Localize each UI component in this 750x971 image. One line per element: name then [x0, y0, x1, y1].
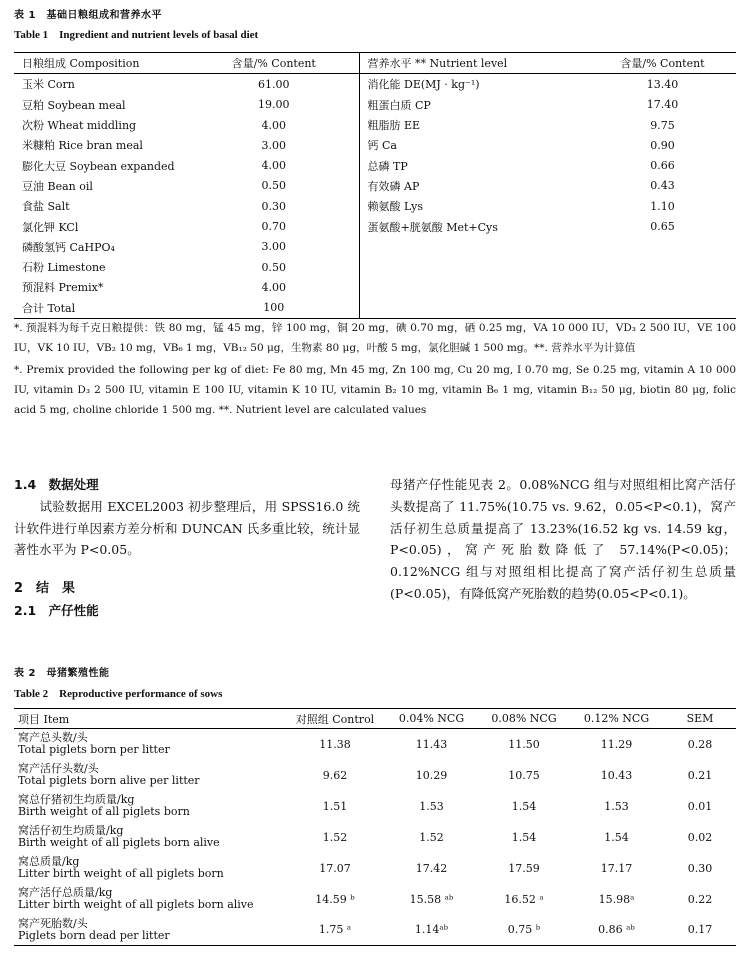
table1-row [14, 155, 736, 175]
table2-cell-sem: 0.02 [687, 830, 713, 844]
table2-caption-en: Table 2 Reproductive performance of sows [14, 688, 223, 700]
table2-header-sem: SEM [664, 709, 736, 729]
table2-cell-item [14, 791, 286, 822]
table2-cell-ncg-004: 17.42 [415, 861, 448, 875]
table2-item-cn: 窝产死胎数/头 [18, 916, 88, 930]
table2-item-cn: 窝总仔猪初生均质量/kg [18, 793, 135, 806]
table1-header-content-2: 含量/% Content [589, 53, 736, 74]
table2-cell-control: 9.62 [322, 768, 348, 782]
table2-header-ncg-004: 0.04% NCG [384, 709, 479, 729]
table1-cell-composition: 玉米 Corn [22, 78, 75, 92]
table1-cell-nutrient-content: 13.40 [646, 77, 679, 91]
table1-cell-nutrient: 赖氨酸 Lys [359, 196, 589, 216]
section-2-1-heading: 2.1 产仔性能 [14, 602, 99, 618]
table2-row [14, 791, 736, 822]
table2-cell-ncg-008: 0.75 ᵇ [479, 915, 569, 946]
table1-cell-composition: 预混料 Premix* [22, 281, 104, 295]
table2-cell-ncg-004: 10.29 [415, 768, 448, 782]
table2-cell-item [14, 822, 286, 853]
table1-cell-nutrient: 总磷 TP [359, 155, 589, 175]
table2-item-cn: 窝产总头数/头 [18, 731, 88, 745]
table2-cell-ncg-008: 16.52 ᵃ [504, 892, 544, 906]
left-column [14, 474, 360, 622]
table1-cell-nutrient-content: 0.90 [650, 138, 675, 152]
table1-cell-nutrient: 有效磷 AP [359, 176, 589, 196]
table2-cell-ncg-004: 11.43 [415, 737, 448, 751]
table2-cell-ncg-012: 1.54 [604, 830, 629, 844]
table1 [14, 52, 736, 319]
table1-cell-nutrient [359, 277, 589, 297]
table1-cell-composition: 石粉 Limestone [22, 261, 106, 275]
table1-header-composition: 日粮组成 Composition [14, 53, 189, 74]
table1-header-row [14, 53, 736, 74]
table1-row [14, 277, 736, 297]
table2-item-cn: 窝活仔初生均质量/kg [18, 824, 124, 837]
table2-cell-sem: 0.28 [687, 737, 713, 751]
table2-row [14, 729, 736, 760]
table2-item-en: Litter birth weight of all piglets born alive [18, 898, 254, 911]
table2-cell-control: 17.07 [319, 861, 351, 875]
table1-cell-content: 0.50 [261, 260, 286, 274]
table1-cell-content: 0.70 [261, 220, 286, 234]
table2-cell-sem: 0.22 [687, 892, 713, 906]
table2-cell-ncg-008: 11.50 [508, 737, 540, 751]
table2-item-cn: 窝产活仔总质量/kg [18, 886, 113, 899]
table2-item-en: Birth weight of all piglets born alive [18, 836, 220, 849]
table1-row [14, 135, 736, 155]
table2-cell-item [14, 729, 286, 760]
table2-item-en: Litter birth weight of all piglets born [18, 867, 224, 880]
table2-cell-ncg-012: 15.98ᵃ [598, 892, 635, 906]
table2-caption-cn: 表 2 母猪繁殖性能 [14, 668, 110, 679]
table1-cell-nutrient: 粗蛋白质 CP [359, 95, 589, 115]
section-2-heading: 2 结 果 [14, 581, 76, 597]
table1-cell-composition: 米糠粕 Rice bran meal [22, 139, 143, 153]
table1-row [14, 257, 736, 277]
table2-item-en: Birth weight of all piglets born [18, 805, 190, 818]
table2-grid [14, 708, 736, 946]
table1-cell-composition: 氯化钾 KCl [22, 220, 79, 234]
table2-cell-ncg-004: 15.58 ᵃᵇ [409, 892, 454, 906]
table2-cell-ncg-004: 1.52 [419, 830, 444, 844]
table1-row [14, 298, 736, 319]
table1-cell-composition: 食盐 Salt [22, 200, 70, 214]
table1-cell-composition: 豆粕 Soybean meal [22, 98, 126, 112]
table2-cell-ncg-012: 0.86 ᵃᵇ [569, 915, 664, 946]
table1-cell-nutrient: 钙 Ca [359, 135, 589, 155]
table1-cell-content: 100 [189, 298, 359, 319]
table1-cell-content: 4.00 [261, 280, 286, 294]
table2-header-ncg-008: 0.08% NCG [479, 709, 569, 729]
table2-cell-ncg-004: 1.14ᵃᵇ [384, 915, 479, 946]
table1-cell-nutrient-content: 0.66 [650, 159, 675, 173]
table1-cell-content: 3.00 [261, 240, 286, 254]
table2-item-en: Total piglets born per litter [18, 743, 170, 757]
table1-cell-nutrient [359, 257, 589, 277]
table2-cell-sem: 0.01 [687, 799, 713, 813]
table2-row [14, 822, 736, 853]
table1-cell-nutrient-content: 0.65 [650, 220, 675, 234]
table1-cell-nutrient [359, 237, 589, 257]
table2-item-cn: 窝产活仔头数/头 [18, 762, 99, 775]
table1-cell-nutrient [359, 298, 589, 319]
table1-cell-composition: 次粉 Wheat middling [22, 119, 137, 133]
table2-item-en: Total piglets born alive per litter [18, 774, 200, 787]
table2-cell-ncg-008: 1.54 [511, 830, 537, 844]
table2-cell-item [14, 760, 286, 791]
table2-item-en: Piglets born dead per litter [18, 928, 170, 942]
table2-cell-sem: 0.17 [664, 915, 736, 946]
table1-caption [14, 6, 736, 42]
table2-item-cn: 窝总质量/kg [18, 855, 80, 868]
table1-cell-content: 0.30 [261, 199, 286, 213]
table1-footnote [14, 318, 736, 420]
table2-row [14, 915, 736, 946]
table1-cell-content: 0.50 [261, 179, 286, 193]
table1-cell-nutrient-content [589, 257, 736, 277]
table1-header-content: 含量/% Content [189, 53, 359, 74]
table1-cell-nutrient-content [589, 298, 736, 319]
table1-cell-content: 19.00 [258, 98, 290, 112]
table2-cell-item [14, 853, 286, 884]
table1-cell-nutrient: 蛋氨酸+胱氨酸 Met+Cys [359, 216, 589, 236]
table2-cell-ncg-012: 11.29 [600, 737, 633, 751]
table1-cell-composition: 磷酸氢钙 CaHPO₄ [22, 240, 115, 254]
table1-row [14, 176, 736, 196]
table1-row [14, 196, 736, 216]
table1-cell-nutrient: 消化能 DE(MJ · kg⁻¹) [359, 74, 589, 95]
section-1-4-heading: 1.4 数据处理 [14, 477, 99, 492]
table1-cell-nutrient: 粗脂肪 EE [359, 115, 589, 135]
table1-row [14, 95, 736, 115]
table1-cell-nutrient-content [589, 237, 736, 257]
table1-row [14, 216, 736, 236]
table2-cell-sem: 0.21 [687, 768, 713, 782]
table2-header-row [14, 709, 736, 729]
table1-cell-content: 4.00 [261, 159, 286, 173]
table1-header-nutrient: 营养水平 ** Nutrient level [359, 53, 589, 74]
table1-footnote-cn: *. 预混料为每千克日粮提供：铁 80 mg，锰 45 mg，锌 100 mg，铜 20 mg，碘 0.70 mg，硒 0.25 mg，VA 10 000 IU，VD₃ 2 500 IU，VE 100 IU，VK 10 IU，VB₂ 10 mg，VB₆ 1 mg，VB₁₂ 50 μg，生物素 80 μg，叶酸 5 mg，氯化胆碱 1 500 mg。**. 营养水平为计算值 [14, 322, 736, 354]
table2-header-item: 项目 Item [14, 709, 286, 729]
table2-cell-control: 14.59 ᵇ [315, 892, 355, 906]
table1-footnote-en: *. Premix provided the following per kg of diet: Fe 80 mg, Mn 45 mg, Zn 100 mg, Cu 20 mg, I 0.70 mg, Se 0.25 mg, vitamin A 10 000 IU, vitamin D₃ 2 500 IU, vitamin E 100 IU, vitamin K 10 IU, vitamin B₂ 10 mg, vitamin B₆ 1 mg, vitamin B₁₂ 50 μg, biotin 80 μg, folic acid 5 mg, choline chloride 1 500 mg. **. Nutrient level are calculated values [14, 364, 736, 416]
table2-cell-ncg-008: 1.54 [511, 799, 537, 813]
table2-row [14, 884, 736, 915]
table1-cell-composition: 合计 Total [14, 298, 189, 319]
table1-cell-content: 4.00 [261, 118, 286, 132]
table1-grid [14, 52, 736, 319]
table2-header-ncg-012: 0.12% NCG [569, 709, 664, 729]
table2-cell-control: 1.52 [322, 830, 348, 844]
table1-row [14, 237, 736, 257]
table2-cell-control: 1.75 ᵃ [286, 915, 384, 946]
table2 [14, 708, 736, 946]
table2-cell-ncg-012: 17.17 [600, 861, 633, 875]
table2-row [14, 760, 736, 791]
table1-cell-composition: 豆油 Bean oil [22, 179, 93, 193]
table1-cell-nutrient-content: 0.43 [650, 179, 675, 193]
table2-cell-ncg-012: 10.43 [600, 768, 633, 782]
table1-cell-content: 61.00 [258, 77, 290, 91]
table1-caption-cn: 表 1 基础日粮组成和营养水平 [14, 10, 162, 21]
table1-cell-content: 3.00 [261, 138, 286, 152]
table2-header-control: 对照组 Control [286, 709, 384, 729]
table2-row [14, 853, 736, 884]
table2-cell-control: 1.51 [322, 799, 348, 813]
table2-cell-ncg-012: 1.53 [604, 799, 629, 813]
table2-caption [14, 664, 736, 701]
table1-row [14, 115, 736, 135]
table2-cell-ncg-008: 17.59 [508, 861, 540, 875]
table2-cell-item [14, 915, 286, 946]
table1-cell-nutrient-content: 1.10 [650, 199, 675, 213]
right-column-text: 母猪产仔性能见表 2。0.08%NCG 组与对照组相比窝产活仔头数提高了 11.75%(10.75 vs. 9.62，0.05<P<0.1)，窝产活仔初生总质量提高了 13.23%(16.52 kg vs. 14.59 kg，P<0.05)，窝产死胎数降低了 57.14%(P<0.05)；0.12%NCG 组与对照组相比提高了窝产活仔初生总质量(P<0.05)，有降低窝产死胎数的趋势(0.05<P<0.1)。 [390, 477, 736, 601]
table1-cell-nutrient-content: 17.40 [646, 98, 679, 112]
table1-cell-composition: 膨化大豆 Soybean expanded [22, 159, 175, 173]
table2-cell-ncg-004: 1.53 [419, 799, 444, 813]
table1-row [14, 74, 736, 95]
table1-cell-nutrient-content: 9.75 [650, 118, 675, 132]
table2-cell-ncg-008: 10.75 [508, 768, 540, 782]
table2-cell-control: 11.38 [319, 737, 351, 751]
table1-cell-nutrient-content [589, 277, 736, 297]
table2-cell-item [14, 884, 286, 915]
section-1-4-text: 试验数据用 EXCEL2003 初步整理后，用 SPSS16.0 统计软件进行单因素方差分析和 DUNCAN 氏多重比较，统计显著性水平为 P<0.05。 [14, 498, 360, 558]
table1-caption-en: Table 1 Ingredient and nutrient levels of basal diet [14, 29, 259, 41]
table2-cell-sem: 0.30 [687, 861, 713, 875]
